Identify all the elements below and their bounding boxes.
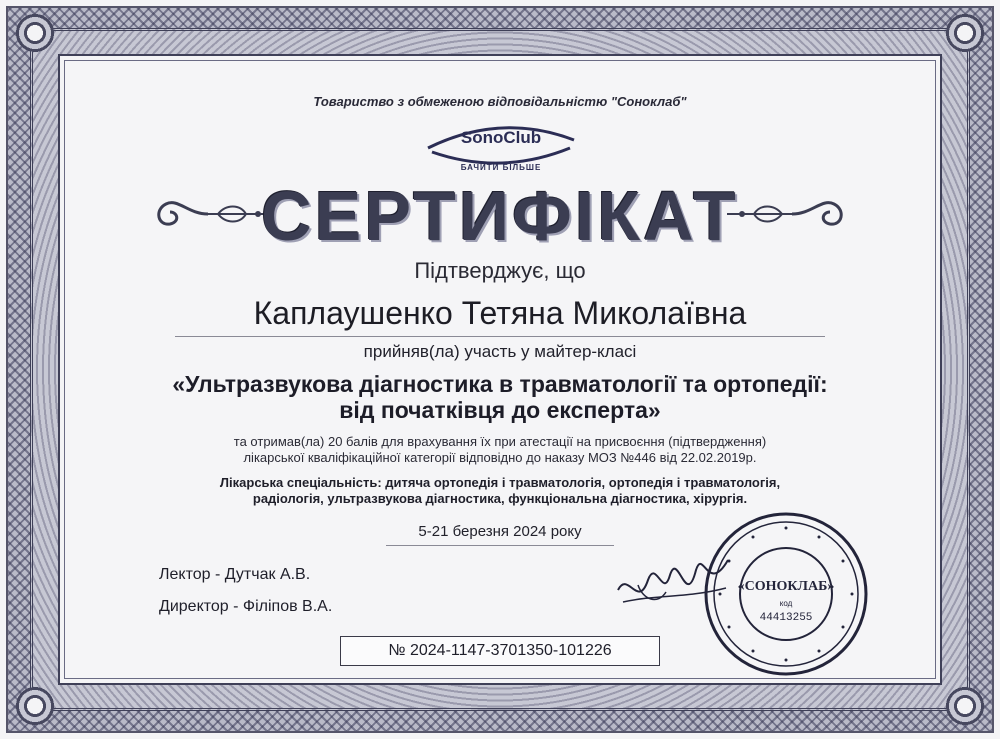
- specialty-line1: Лікарська спеціальність: дитяча ортопедія і травматологія, ортопедія і травматологія,: [219, 475, 781, 490]
- specialty-line2: радіологія, ультразвукова діагностика, функціональна діагностика, хірургія.: [252, 491, 748, 506]
- corner-ornament-bottom-left: [12, 683, 58, 729]
- recipient-name: Каплаушенко Тетяна Миколаївна: [253, 295, 747, 331]
- corner-ornament-bottom-right: [942, 683, 988, 729]
- dates-underline: [386, 545, 614, 546]
- certificate-title: СЕРТИФІКАТ: [261, 177, 739, 255]
- recipient-underline: [175, 336, 825, 337]
- director-name: Директор - Філіпов В.А.: [159, 598, 333, 615]
- logo-brand: SonoClub: [460, 128, 542, 147]
- stamp-code-label: код: [779, 599, 793, 608]
- course-title-line2: від початківця до експерта»: [339, 397, 661, 423]
- organization-name: Товариство з обмеженою відповідальністю "Соноклаб": [313, 94, 687, 109]
- course-dates: 5-21 березня 2024 року: [418, 523, 582, 540]
- stamp-center-text: «СОНОКЛАБ»: [737, 579, 835, 594]
- sonoclub-logo: [418, 118, 584, 178]
- course-title-line1: «Ультразвукова діагностика в травматології та ортопедії:: [172, 371, 828, 397]
- lecturer-name: Лектор - Дутчак А.В.: [159, 566, 311, 583]
- certificate-number: № 2024-1147-3701350-101226: [340, 636, 660, 666]
- corner-ornament-top-left: [12, 10, 58, 56]
- points-text-line2: лікарської кваліфікаційної категорії відповідно до наказу МОЗ №446 від 22.02.2019р.: [243, 450, 757, 465]
- logo-tagline: БАЧИТИ БІЛЬШЕ: [460, 163, 542, 172]
- participation-text: прийняв(ла) участь у майтер-класі: [363, 342, 637, 361]
- stamp-code: 44413255: [759, 612, 813, 624]
- confirms-text: Підтверджує, що: [414, 258, 586, 283]
- points-text-line1: та отримав(ла) 20 балів для врахування їх при атестації на присвоєння (підтвердження): [233, 434, 767, 449]
- corner-ornament-top-right: [942, 10, 988, 56]
- company-stamp-icon: [702, 510, 870, 678]
